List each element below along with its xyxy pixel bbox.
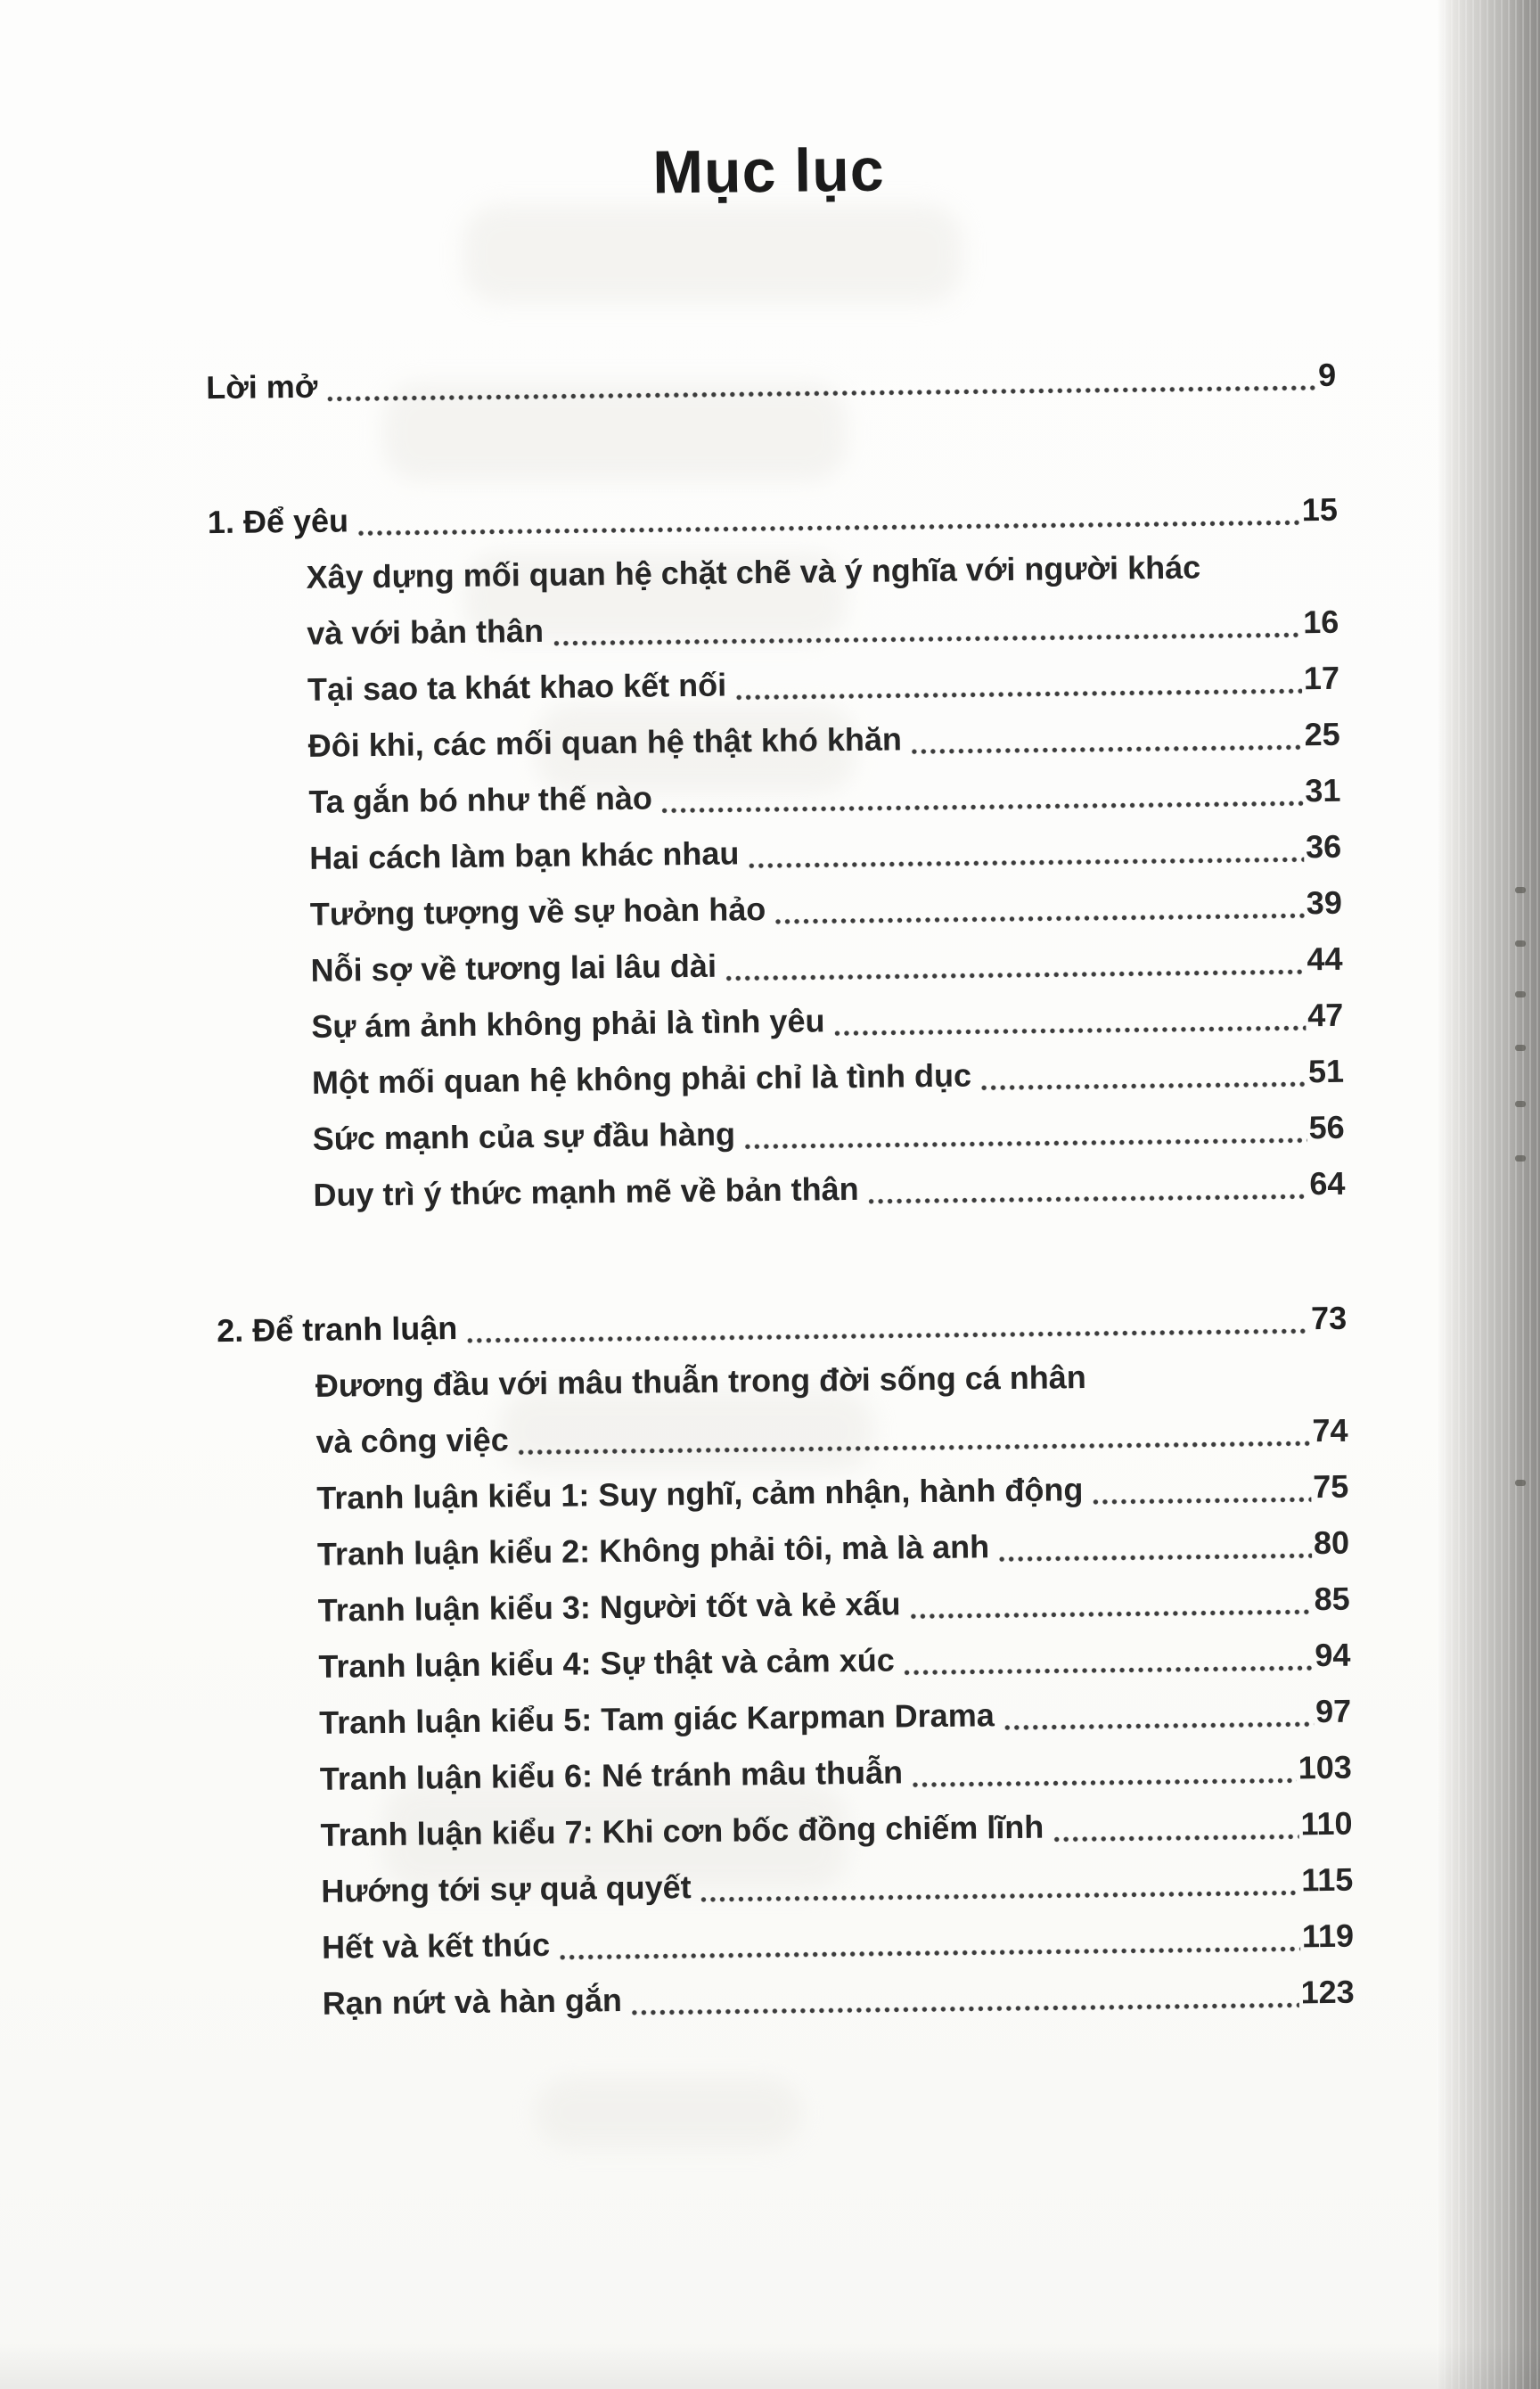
toc-page-number: 115 (1300, 1860, 1354, 1899)
toc-page-number: 73 (1310, 1299, 1348, 1337)
toc-entry-label: Hướng tới sự quả quyết (321, 1868, 692, 1909)
toc-page-number: 74 (1312, 1411, 1348, 1449)
toc-page-number: 39 (1306, 883, 1343, 922)
dot-leader (735, 685, 1302, 703)
toc-entry-label: Lời mở (205, 367, 318, 406)
toc-list (206, 347, 1355, 2032)
toc-entry-line (313, 1155, 1346, 1223)
toc-entry-label: Tranh luận kiểu 3: Người tốt và kẻ xấu (317, 1585, 901, 1629)
page-edge-tick (1515, 1101, 1526, 1107)
toc-entry-label: Tranh luận kiểu 5: Tam giác Karpman Drama (318, 1696, 995, 1741)
toc-page-number: 119 (1301, 1917, 1355, 1955)
dot-leader (834, 1022, 1307, 1039)
dot-leader (774, 909, 1305, 928)
page-title: Mục lục (651, 135, 885, 207)
toc-entry-label: Tranh luận kiểu 2: Không phải tôi, mà là anh (316, 1528, 990, 1572)
dot-leader (700, 1886, 1300, 1906)
dot-leader (466, 1325, 1309, 1347)
toc-page-number: 36 (1305, 827, 1342, 866)
toc-entry-label: Một mối quan hệ không phải chỉ là tình dục (311, 1056, 972, 1101)
toc-entry-label: 2. Để tranh luận (216, 1309, 458, 1350)
page-edge-tick (1515, 1155, 1526, 1162)
dot-leader (553, 628, 1301, 650)
toc-page-number: 51 (1307, 1052, 1345, 1090)
toc-entry-label: Đương đầu với mâu thuẫn trong đời sống cá nhân (315, 1359, 1086, 1404)
toc-entry-label: Xây dựng mối quan hệ chặt chẽ và ý nghĩa với người khác (306, 548, 1201, 595)
toc-page-number: 75 (1312, 1467, 1349, 1506)
toc-page-number: 94 (1315, 1636, 1351, 1674)
page-edge-tick (1515, 991, 1526, 997)
toc-entry (215, 1155, 1346, 1224)
toc-entry-label: Đôi khi, các mối quan hệ thật khó khăn (307, 720, 903, 764)
dot-leader (748, 853, 1304, 872)
dot-leader (980, 1078, 1307, 1094)
photo-bottom-shade (0, 2343, 1540, 2389)
dot-leader (1053, 1830, 1298, 1845)
dot-leader (911, 741, 1303, 758)
toc-entry-label: Sự ám ảnh không phải là tình yêu (311, 1002, 825, 1045)
toc-page-number: 16 (1302, 603, 1339, 641)
toc-entry-label: Rạn nứt và hàn gắn (322, 1981, 623, 2022)
dot-leader (725, 965, 1306, 984)
toc-entry-label: và với bản thân (307, 612, 545, 652)
dot-leader (518, 1437, 1311, 1458)
toc-entry (217, 1346, 1348, 1471)
toc-entry-label: Nỗi sợ về tương lai lâu dài (310, 947, 717, 989)
dot-leader (868, 1190, 1308, 1208)
dot-leader (559, 1942, 1300, 1963)
toc-page-number: 110 (1300, 1804, 1353, 1843)
toc-entry (206, 347, 1337, 415)
page-edge-tick (1515, 1480, 1526, 1486)
toc-entry-label: Tranh luận kiểu 6: Né tránh mâu thuẫn (319, 1753, 904, 1797)
toc-entry-label: Tranh luận kiểu 1: Suy nghĩ, cảm nhận, hành động (316, 1471, 1084, 1516)
toc-page-number: 47 (1307, 996, 1344, 1034)
toc-page-number: 64 (1309, 1164, 1346, 1203)
toc-entry-label: Tranh luận kiểu 7: Khi cơn bốc đồng chiếm lĩnh (320, 1808, 1044, 1853)
toc-entry-label: Duy trì ý thức mạnh mẽ về bản thân (313, 1170, 859, 1213)
page-edge-tick (1515, 1045, 1526, 1051)
toc-entry-label: và công việc (315, 1421, 509, 1460)
page-edge-tick (1515, 940, 1526, 947)
toc-page-number: 15 (1301, 490, 1339, 529)
toc-page-number: 103 (1298, 1748, 1353, 1786)
toc-entry-line (206, 347, 1337, 415)
toc-page-number: 97 (1315, 1692, 1352, 1730)
toc-entry (224, 1964, 1355, 2032)
toc-page-number: 44 (1307, 940, 1343, 978)
toc-page-number: 31 (1305, 771, 1341, 809)
dot-leader (904, 1662, 1314, 1679)
toc-entry-label: Tưởng tượng về sự hoàn hảo (309, 891, 766, 932)
toc-page-number: 80 (1313, 1523, 1350, 1562)
dot-leader (1092, 1493, 1311, 1508)
dot-leader (661, 797, 1304, 817)
toc-page-number: 17 (1303, 659, 1340, 697)
bleed-through-ghost (535, 2077, 802, 2148)
dot-leader (357, 516, 1300, 539)
page-edge-tick (1515, 887, 1526, 893)
toc-entry-label: Tranh luận kiểu 4: Sự thật và cảm xúc (318, 1641, 895, 1685)
toc-entry-label: 1. Để yêu (207, 502, 349, 541)
dot-leader (998, 1549, 1312, 1565)
dot-leader (910, 1605, 1313, 1622)
dot-leader (326, 382, 1316, 406)
toc-page-number: 85 (1314, 1580, 1350, 1618)
dot-leader (744, 1134, 1307, 1153)
dot-leader (1003, 1718, 1315, 1734)
toc-page-number: 123 (1300, 1973, 1355, 2011)
toc-entry (208, 538, 1339, 662)
toc-content (203, 127, 1355, 2032)
dot-leader (912, 1774, 1297, 1791)
toc-entry-label: Sức mạnh của sự đầu hàng (312, 1115, 736, 1157)
toc-entry-label: Hai cách làm bạn khác nhau (308, 834, 740, 876)
toc-entry-label: Tại sao ta khát khao kết nối (307, 666, 727, 708)
toc-entry-line (306, 538, 1339, 605)
toc-entry-label: Ta gắn bó như thế nào (308, 779, 653, 820)
page-edge (1437, 0, 1540, 2389)
toc-page-number: 56 (1308, 1108, 1345, 1146)
toc-page-number: 25 (1304, 715, 1340, 753)
toc-entry-line (322, 1964, 1355, 2032)
toc-entry-label: Hết và kết thúc (321, 1925, 551, 1966)
toc-page-number: 9 (1317, 356, 1337, 394)
dot-leader (631, 1999, 1299, 2019)
